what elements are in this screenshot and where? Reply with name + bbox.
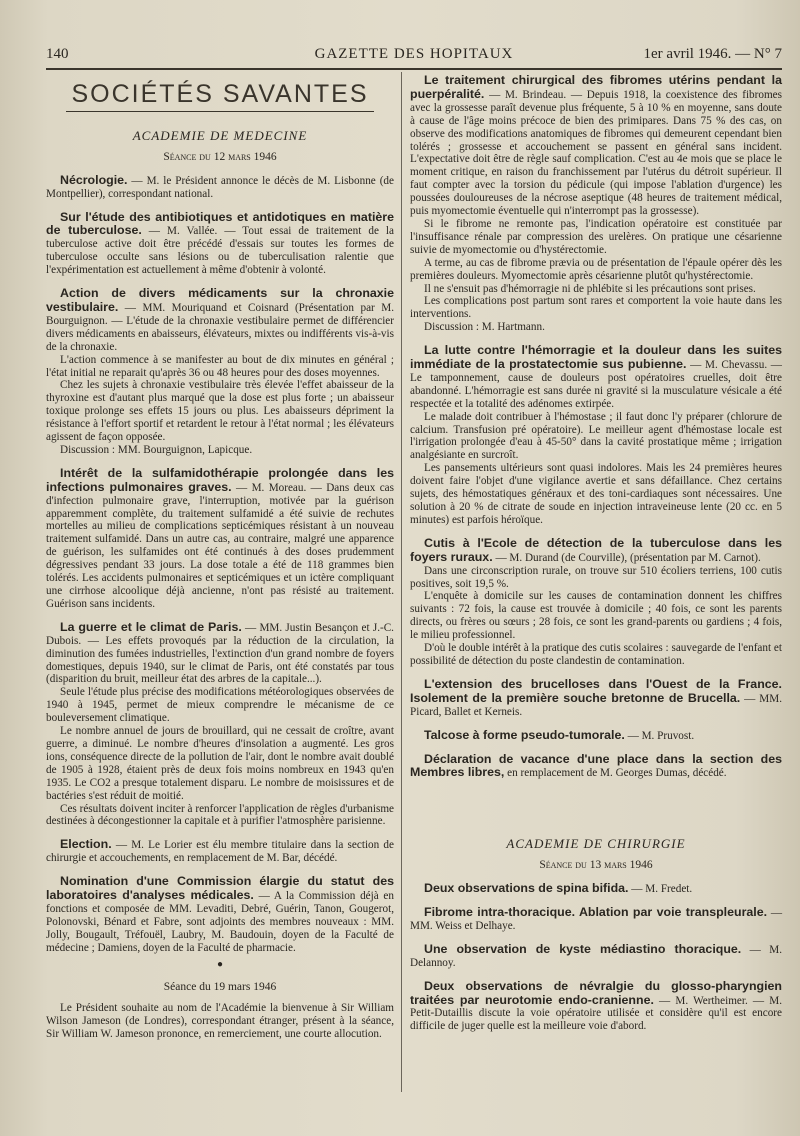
paragraph: L'enquête à domicile sur les causes de contamination donnent les chiffres suivants : 72 fois, la cause est trouvée à domicile ; 40 fois, ce sont les parents directs, ou frères ou sœurs ; 28 fois, ce sont les grand-parents ou gardiens ; 4 fois, le milieu professionnel. (410, 590, 782, 642)
article-body: — MM. Weiss et Delhaye. (410, 907, 783, 932)
article-body: — M. Wertheimer. — M. Petit-Dutaillis discute la voie opératoire utilisée et considère qu'il est encore difficile de juger quelle est la meilleure voie d'abord. (410, 994, 782, 1033)
article (410, 344, 782, 411)
article-title: Deux observations de spina bifida. (424, 881, 629, 896)
article-title: Déclaration de vacance d'une place dans la section des Membres libres, (410, 751, 782, 780)
paragraph: A terme, au cas de fibrome prævia ou de présentation de l'épaule opérer dès les premières douleurs. Myomectomie après césarienne plutôt qu'hystérectomie. (410, 256, 782, 282)
article-title: Fibrome intra-thoracique. Ablation par voie transpleurale. (424, 905, 768, 920)
article-title: Nomination d'une Commission élargie du statut des laboratoires d'analyses médicales. (46, 874, 394, 903)
article (410, 943, 782, 970)
article (46, 838, 394, 865)
article (410, 882, 782, 896)
article-body: — MM. Justin Besançon et J.-C. Dubois. — Les effets provoqués par la réduction de la circulation, la diminution des fumées industrielles, l'extinction d'un grand nombre de foyers domestiques, depuis 1940, sur le climat de Paris, ont été constatés par tous (disparition du bruit, meilleur état des arbres de la capitale...). (46, 621, 394, 686)
column-divider (401, 72, 402, 1092)
article (410, 906, 782, 933)
article-title: L'extension des brucelloses dans l'Ouest de la France. Isolement de la première souche bretonne de Brucella. (410, 676, 782, 705)
article (410, 74, 782, 218)
article-body: — M. Vallée. — Tout essai de traitement de la tuberculose active doit être précédé d'essais sur toutes les formes de tuberculose occulte sans lésions ou de tuberculisation ralentie que l'expérimentation est actuellement à même d'obtenir à volonté. (46, 225, 394, 277)
article-title: Sur l'étude des antibiotiques et antidotiques en matière de tuberculose. (46, 209, 394, 238)
issue-date: 1er avril 1946. — N° 7 (643, 46, 782, 62)
article (410, 753, 782, 781)
seance-date: Séance du 12 mars 1946 (163, 150, 277, 163)
paragraph: Les complications post partum sont rares et comportent la voie haute dans les interventions. (410, 295, 782, 321)
academy-heading: ACADEMIE DE MEDECINE (132, 127, 308, 143)
paragraph: Si le fibrome ne remonte pas, l'indication opératoire est constituée par l'insuffisance rénale par compression des urelères. On pratique une césarienne suivie de myomectomie ou d'hystérectomie. (410, 217, 782, 256)
article-title: Nécrologie. (60, 172, 128, 187)
article-body: — M. Fredet. (628, 883, 693, 896)
article-body: — M. le Président annonce le décès de M. Lisbonne (de Montpellier), correspondant national. (46, 174, 394, 200)
article-body: — M. Pruvost. (624, 729, 695, 742)
left-column (46, 74, 394, 1041)
page-header (46, 44, 782, 70)
article-body: — M. Brindeau. — Depuis 1918, la coexistence des fibromes avec la grossesse paraît devenue plus fréquente, 5 à 10 % en moyenne, sans doute à cause de l'âge moins précoce de bien des primipares. Dans 75 % des cas, on observe des modifications anatomiques de fibromes qui demeurent cependant bien tolérés ; grossesse et accouchement se passent en général sans incident. L'expectative doit être de règle sauf complication. C'est au 4e mois que se place le moment critique, en raison du franchissement par l'utérus du détroit supérieur. Il faut compter avec la torsion du pédicule (qui impose l'ablation d'urgence) les poussées douloureuses de la nécrose aseptique (48 heures de traitement médical, puis myomectomie éventuelle qui n'interrompt pas la grossesse). (410, 88, 782, 218)
article-title: La lutte contre l'hémorragie et la douleur dans les suites immédiate de la prostatectomie sus pubienne. (410, 343, 782, 372)
article (46, 875, 394, 954)
article-body: — A la Commission déjà en fonctions et composée de MM. Levaditi, Debré, Guérin, Tanon, Gougerot, Polonovski, Bénard et Fabre, sont adjoints des membres nouveaux : MM. Jolly, Bougault, Tréfouël, Laubry, M. Baudouin, doyen de la Faculté de médecine ; Damiens, doyen de la Faculté de pharmacie. (46, 890, 394, 954)
journal-title: GAZETTE DES HOPITAUX (314, 46, 514, 62)
article-body: — MM. Mouriquand et Coisnard (Présentation par M. Bourguignon. — L'étude de la chronaxie vestibulaire permet de différencier divers médicaments en abaisseurs, élévateurs, mixtes ou indifférents vis-à-vis de la chronaxie. (46, 301, 394, 353)
article (410, 678, 782, 719)
right-column (410, 74, 782, 1033)
article-body: — M. Delannoy. (410, 943, 782, 969)
paragraph: Le nombre annuel de jours de brouillard, qui ne cessait de croître, avant guerre, a diminué. Le nombre d'heures d'insolation a augmenté. Les gros ions, conséquence directe de la pollution de l'air, dont le nombre avait doublé de 1905 à 1928, étaient près de deux fois moins nombreux en 1943 qu'en 1935. Le CO2 a presque totalement disparu. Le nombre de moisissures et de bactéries s'est réduit de moitié. (46, 725, 394, 802)
article-title: Intérêt de la sulfamidothérapie prolongée dans les infections pulmonaires graves. (46, 465, 394, 494)
article (410, 537, 782, 565)
article-title: Deux observations de névralgie du glosso-pharyngien traitées par neurotomie endo-cranienne. (410, 978, 782, 1007)
article-title: La guerre et le climat de Paris. (60, 619, 242, 634)
discussion: Discussion : M. Hartmann. (424, 321, 545, 334)
article (46, 467, 394, 611)
paragraph: Chez les sujets à chronaxie vestibulaire très élevée l'effet abaisseur de la thyroxine est d'autant plus marqué que la dose est plus forte ; un abaisseur toxique prolonge ses effets 15 jours ou plus. Les abaisseurs dépriment la résistance à l'effort sportif et retardent le retour à l'état normal ; les élévateurs agissent de façon opposée. (46, 379, 394, 444)
paragraph: Dans une circonscription rurale, on trouve sur 510 écoliers terriens, 100 cutis positives, soit 19,5 %. (410, 564, 782, 590)
academy-heading-2: ACADEMIE DE CHIRURGIE (506, 836, 686, 852)
article (46, 287, 394, 354)
paragraph: D'où le double intérêt à la pratique des cutis scolaires : sauvegarde de l'enfant et possibilité de détection du poste clandestin de contamination. (410, 642, 782, 667)
paragraph: Le malade doit contribuer à l'hémostase ; il faut donc l'y préparer (chlorure de calcium. Transfusion pré opératoire). Le meilleur agent d'hémostase locale est l'irrigation prolongée d'eau à 45-50° dans la cavité prostatique même ; irrigation analgésiante en surcroît. (410, 410, 782, 462)
paragraph: Il ne s'ensuit pas d'hémorragie ni de phlébite si les précautions sont prises. (424, 282, 756, 295)
article-title: Le traitement chirurgical des fibromes utérins pendant la puerpéralité. (410, 73, 782, 101)
article-title: Cutis à l'Ecole de détection de la tuberculose dans les foyers ruraux. (410, 535, 782, 564)
discussion: Discussion : MM. Bourguignon, Lapicque. (60, 443, 253, 456)
spacer (410, 780, 782, 832)
article (46, 211, 394, 278)
separator-bullet: ● (216, 958, 224, 970)
seance-date-3: Séance du 13 mars 1946 (539, 859, 653, 872)
article-body: — M. Chevassu. — Le tamponnement, cause de douleurs post opératoires cruelles, doit être abandonné. L'hémorragie est sans durée ni gravité si la musculature vésicale a été respectée et la totalité des adénomes extirpée. (410, 359, 782, 410)
article-body: — M. Le Lorier est élu membre titulaire dans la section de chirurgie et accouchements, en remplacement de M. Bar, décédé. (46, 839, 394, 865)
section-rule (66, 111, 374, 112)
paragraph: Les pansements ultérieurs sont quasi indolores. Mais les 24 premières heures doivent faire l'objet d'une vigilance avertie et sans défaillance. Chez certains sujets, des hémostatiques généraux et des toni-cardiaques sont nécessaires. Une solution à 20 % de citrate de soude en injection intraveineuse lente (20 cc. en 5 minutes) est parfois héroïque. (410, 462, 782, 526)
paragraph: Seule l'étude plus précise des modifications météorologiques observées de 1940 à 1945, permet de mieux comprendre le mécanisme de ce bouleversement climatique. (46, 686, 394, 725)
article-body: en remplacement de M. Georges Dumas, décédé. (504, 767, 727, 780)
article (410, 729, 782, 743)
article-title: Une observation de kyste médiastino thoracique. (424, 941, 742, 956)
paragraph: Ces résultats doivent inciter à renforcer l'application de règles d'urbanisme destinées à décongestionner la capitale et à purifier l'atmosphère parisienne. (46, 802, 394, 828)
article-body: — MM. Picard, Ballet et Kerneis. (410, 692, 782, 718)
section-title: SOCIÉTÉS SAVANTES (71, 80, 369, 108)
article (46, 174, 394, 201)
seance-date-2: Séance du 19 mars 1946 (163, 981, 277, 994)
paragraph: L'action commence à se manifester au bout de dix minutes en général ; l'état initial ne reparait qu'après 36 ou 48 heures pour des doses moyennes. (46, 353, 394, 379)
article-body: — M. Durand (de Courville), (présentation par M. Carnot). (492, 551, 761, 564)
article (410, 980, 782, 1034)
article-title: Talcose à forme pseudo-tumorale. (424, 727, 625, 742)
paragraph: Le Président souhaite au nom de l'Académie la bienvenue à Sir William Wilson Jameson (de Londres), correspondant étranger, présent à la séance, Sir William W. Jameson prononce, en remerciement, une courte allocution. (46, 1002, 394, 1041)
page-number: 140 (46, 46, 69, 62)
article-title: Election. (60, 837, 112, 852)
article-title: Action de divers médicaments sur la chronaxie vestibulaire. (46, 286, 394, 314)
article (46, 621, 394, 687)
article-body: — M. Moreau. — Dans deux cas d'infection pulmonaire grave, l'interruption, motivée par la guérison apparemment complète, du traitement sulfamidé a été suivie de rechutes mortelles au milieu de complications septicémiques résistant à un nouveau traitement sulfamidé. Dans un autre cas, au contraire, malgré une apparence de guérison, les sulfamides ont été continués à des doses prudemment dégressives pendant 33 jours. La dose totale a été de 118 grammes bien tolérés. Les accidents pulmonaires et septicémiques et un ictère compliquant une cirrhose alcoolique déjà ancienne, n'ont pas résisté au traitement. Guérison sans incidents. (46, 481, 394, 610)
